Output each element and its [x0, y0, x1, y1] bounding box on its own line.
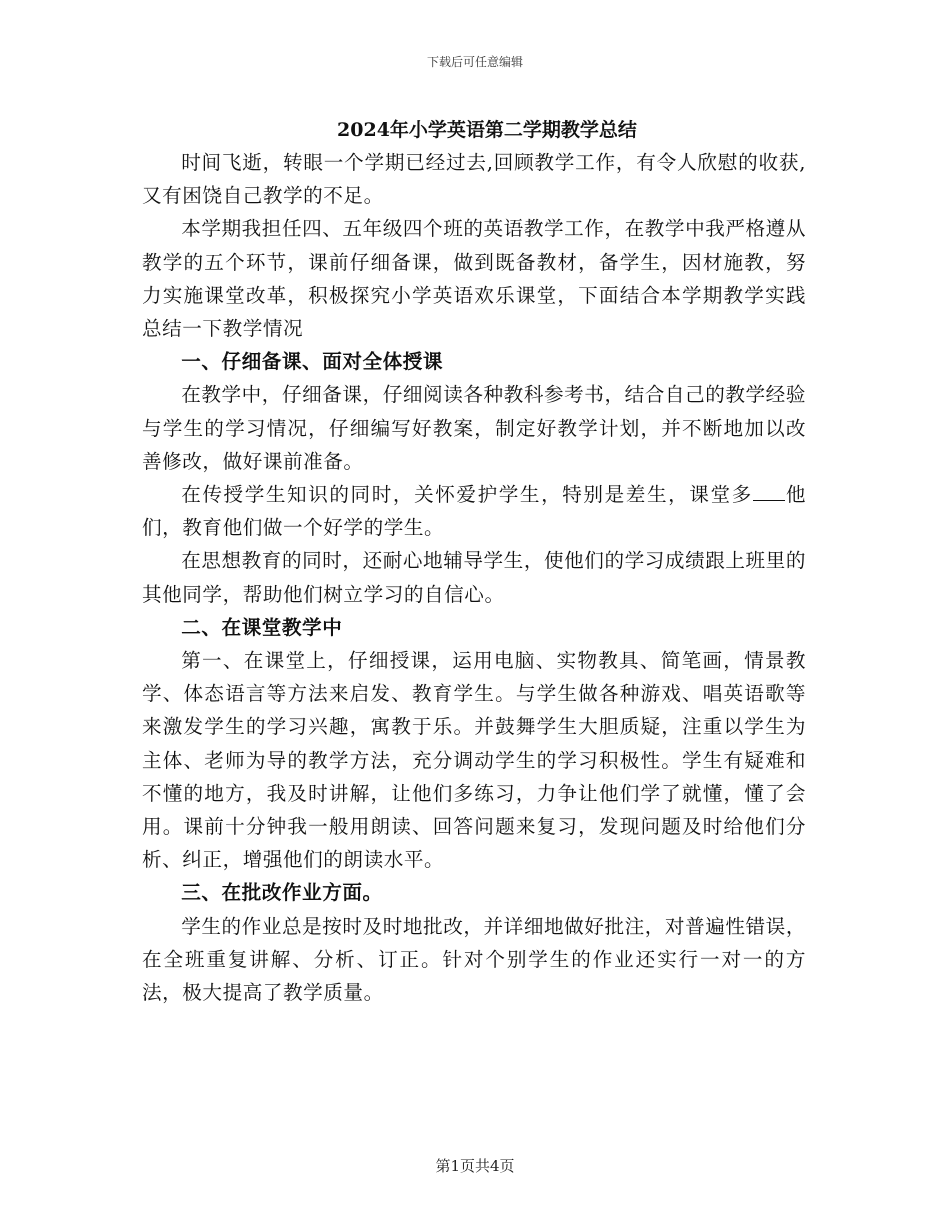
section-1-paragraph-2-part-2: 他们，教育他们做一个好学的学生。 [142, 483, 806, 540]
page-footer-number: 第1页共4页 [435, 1157, 515, 1175]
fill-in-blank [753, 499, 785, 501]
intro-paragraph-1: 时间飞逝，转眼一个学期已经过去,回顾教学工作，有令人欣慰的收获,又有困饶自己教学的不足。 [142, 151, 806, 208]
section-1-paragraph-1: 在教学中，仔细备课，仔细阅读各种教科参考书，结合自己的教学经验与学生的学习情况，仔细编写好教案，制定好教学计划，并不断地加以改善修改，做好课前准备。 [142, 383, 806, 473]
section-3-paragraph-1: 学生的作业总是按时及时地批改，并详细地做好批注，对普遍性错误，在全班重复讲解、分析、订正。针对个别学生的作业还实行一对一的方法，极大提高了教学质量。 [142, 914, 806, 1005]
section-1-heading: 一、仔细备课、面对全体授课 [181, 350, 444, 374]
section-2-paragraph-1: 第一、在课堂上，仔细授课，运用电脑、实物教具、简笔画，情景教学、体态语言等方法来启发、教育学生。与学生做各种游戏、唱英语歌等来激发学生的学习兴趣，寓教于乐。并鼓舞学生大胆质疑，注重以学生为主体、老师为导的教学方法，充分调动学生的学习积极性。学生有疑难和不懂的地方，我及时讲解，让他们多练习，力争让他们学了就懂，懂了会用。课前十分钟我一般用朗读、回答问题来复习，发现问题及时给他们分析、纠正，增强他们的朗读水平。 [142, 649, 806, 872]
section-1-paragraph-2 [142, 478, 806, 544]
section-3-heading: 三、在批改作业方面。 [181, 881, 383, 905]
section-1-paragraph-2-part-1: 在传授学生知识的同时，关怀爱护学生，特别是差生，课堂多 [181, 483, 753, 507]
section-1-paragraph-3: 在思想教育的同时，还耐心地辅导学生，使他们的学习成绩跟上班里的其他同学，帮助他们树立学习的自信心。 [142, 549, 806, 606]
intro-paragraph-2: 本学期我担任四、五年级四个班的英语教学工作，在教学中我严格遵从教学的五个环节，课前仔细备课，做到既备教材，备学生，因材施教，努力实施课堂改革，积极探究小学英语欢乐课堂，下面结合本学期教学实践总结一下教学情况 [142, 217, 806, 341]
document-title: 2024年小学英语第二学期教学总结 [337, 119, 637, 141]
section-2-heading: 二、在课堂教学中 [181, 615, 343, 639]
page-header-note: 下载后可任意编辑 [426, 55, 523, 69]
document-body [142, 114, 806, 1009]
